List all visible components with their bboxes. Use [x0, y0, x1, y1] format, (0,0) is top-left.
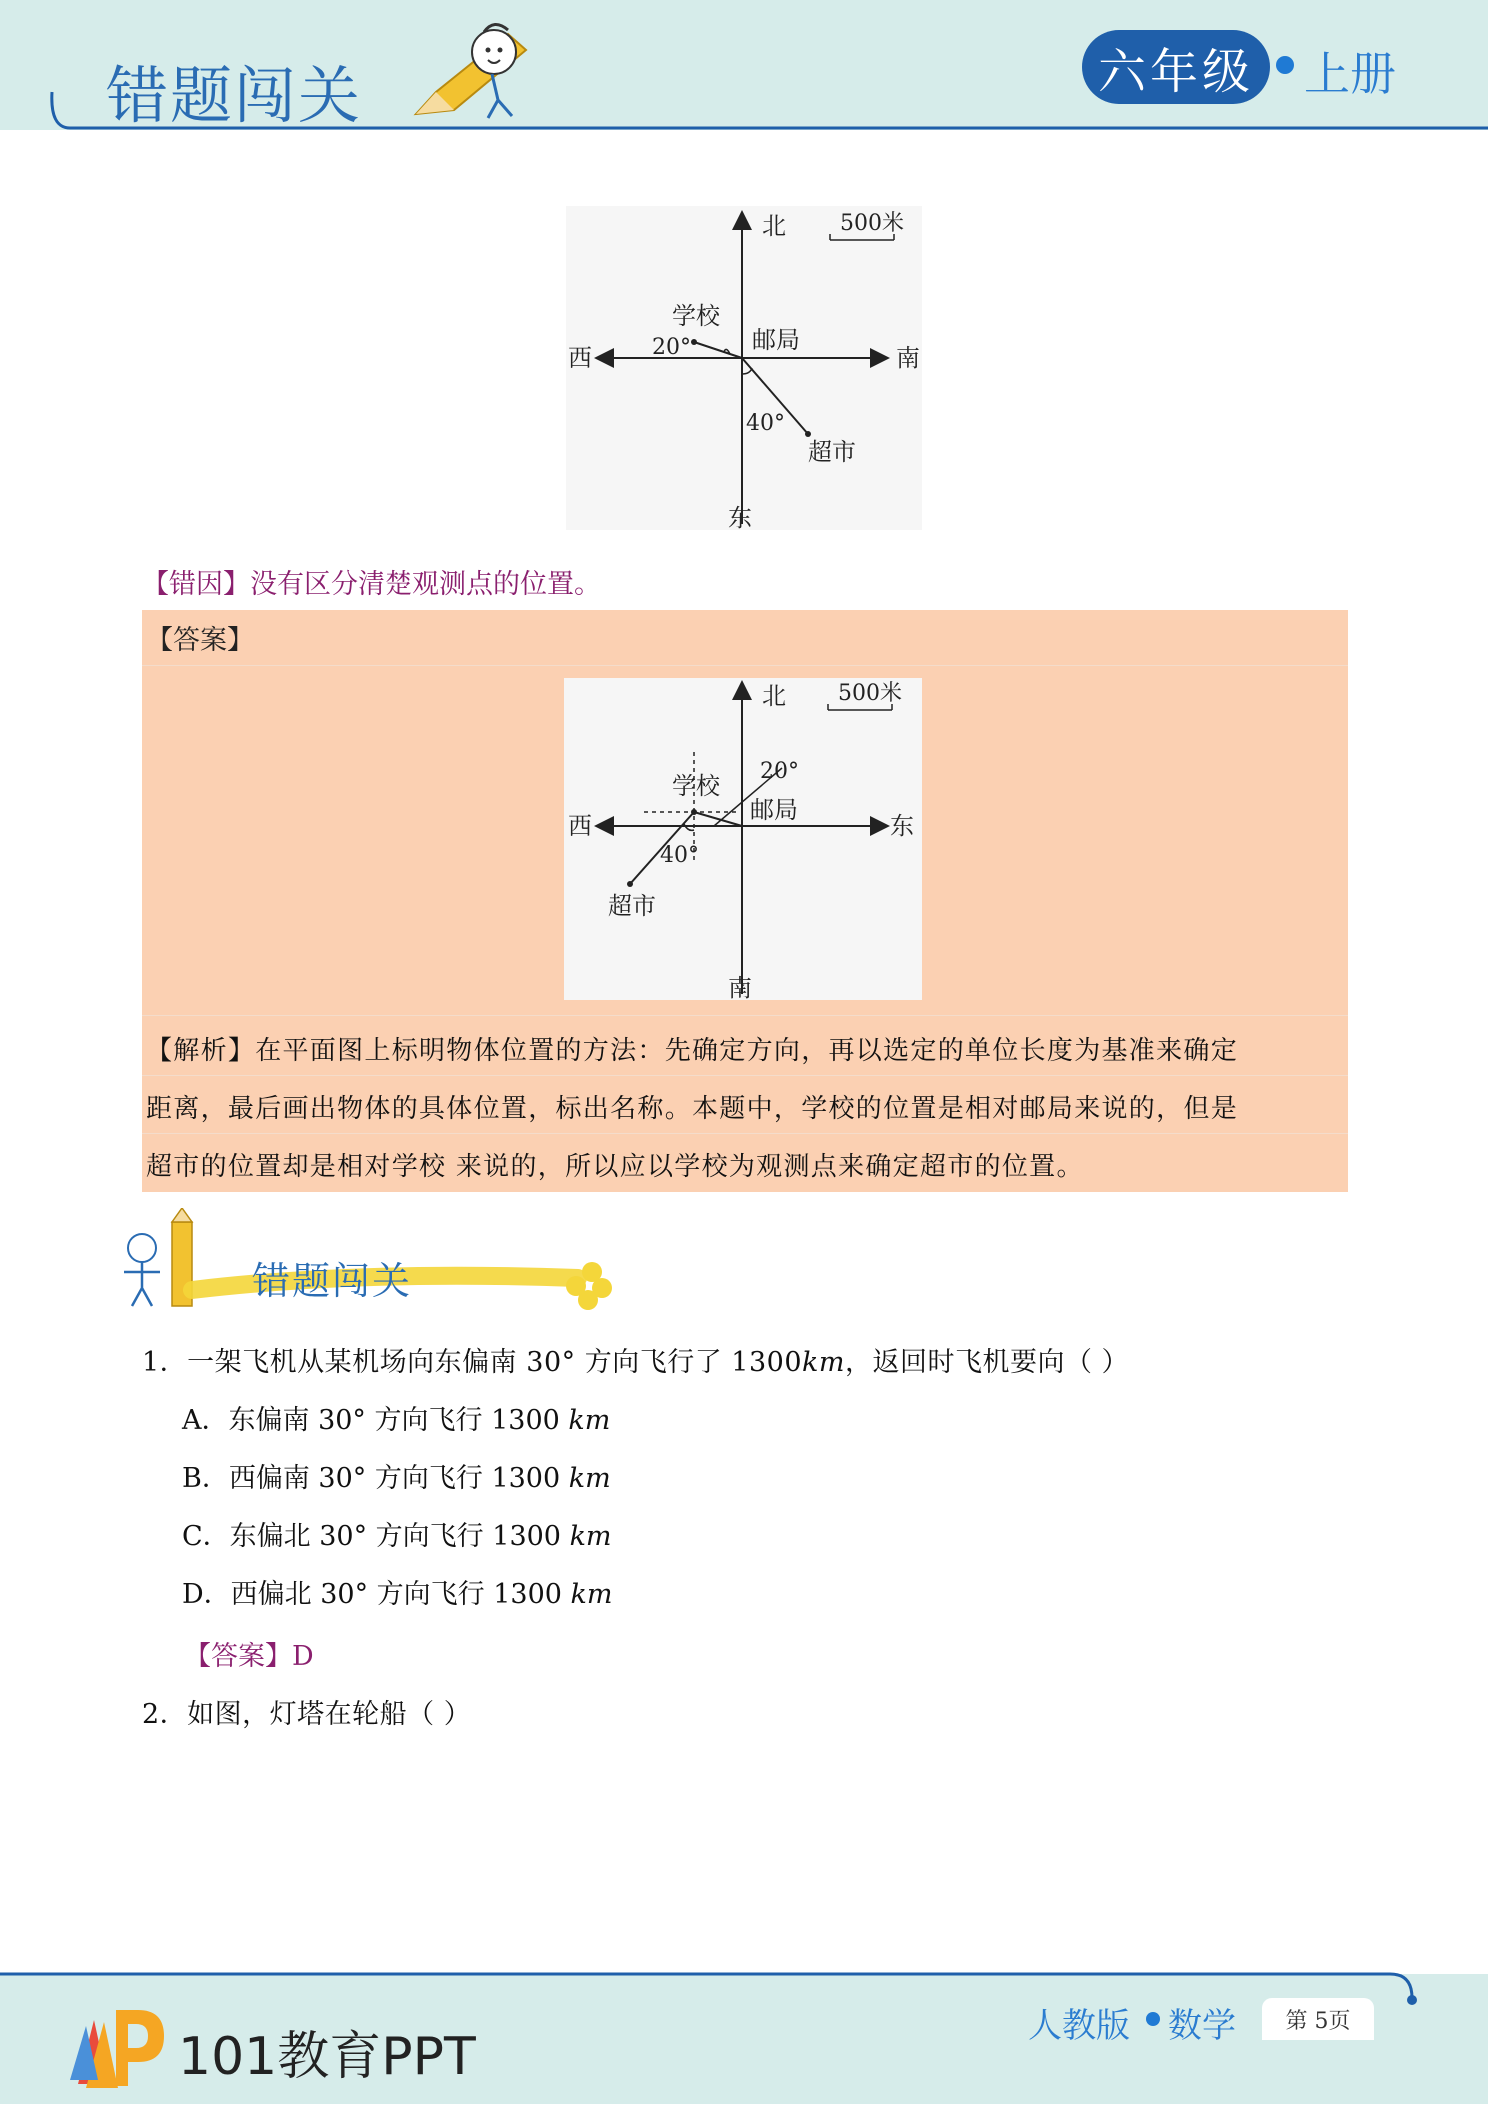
question-2: 2．如图，灯塔在轮船（ ）	[142, 1699, 472, 1730]
label-school: 学校	[672, 772, 720, 800]
option-b: B．西偏南 30° 方向飞行 1300 km	[182, 1463, 611, 1494]
question-1-stem-a: 1．一架飞机从某机场向东偏南 30° 方向飞行了 1300	[142, 1347, 802, 1378]
label-south: 南	[728, 974, 752, 1000]
label-west: 西	[568, 812, 592, 840]
scale-label: 500米	[840, 211, 904, 236]
label-south-bottom: 东	[728, 504, 752, 530]
label-east: 东	[890, 812, 914, 840]
section-title: 错题闯关	[252, 1259, 413, 1303]
grade-badge: 六年级	[1082, 30, 1270, 104]
question-1	[142, 1340, 1129, 1379]
header-dot	[1276, 56, 1294, 74]
label-post-office: 邮局	[750, 796, 798, 824]
error-reason: 【错因】没有区分清楚观测点的位置。	[142, 569, 601, 600]
subject-label: 数学	[1168, 2006, 1236, 2046]
analysis-line-3: 超市的位置却是相对学校 来说的，所以应以学校为观测点来确定超市的位置。	[146, 1152, 1084, 1182]
analysis-divider-2	[142, 1075, 1348, 1076]
footer-logo-text: 101教育PPT	[178, 2027, 476, 2087]
option-d: D．西偏北 30° 方向飞行 1300 km	[182, 1579, 613, 1610]
question-1-stem-b: ，返回时飞机要向（ ）	[844, 1347, 1130, 1378]
analysis-line-2: 距离，最后画出物体的具体位置，标出名称。本题中，学校的位置是相对邮局来说的，但是	[146, 1094, 1239, 1124]
page-number: 第 5页	[1262, 1998, 1374, 2040]
label-north: 北	[762, 212, 786, 240]
label-west: 西	[568, 344, 592, 372]
correct-answer-diagram	[564, 678, 922, 1000]
logo-icon	[64, 2000, 168, 2094]
label-angle-20: 20°	[652, 335, 691, 360]
school-line	[694, 812, 742, 826]
question-1-unit: km	[802, 1347, 845, 1378]
option-c: C．东偏北 30° 方向飞行 1300 km	[182, 1521, 612, 1552]
label-post-office: 邮局	[752, 326, 800, 354]
answer-label: 【答案】	[146, 625, 254, 656]
answer-divider	[142, 665, 1348, 666]
label-supermarket: 超市	[608, 892, 656, 920]
header-title: 错题闯关	[106, 59, 363, 132]
volume-label: 上册	[1304, 47, 1396, 101]
label-school: 学校	[672, 302, 720, 330]
analysis-divider	[142, 1015, 1348, 1016]
analysis-divider-3	[142, 1133, 1348, 1134]
label-north: 北	[762, 682, 786, 710]
label-angle-20: 20°	[760, 759, 799, 784]
label-angle-40: 40°	[660, 843, 699, 868]
label-angle-40: 40°	[746, 411, 785, 436]
pencil-mascot-icon	[408, 14, 548, 124]
school-line	[694, 342, 742, 358]
label-supermarket: 超市	[808, 438, 856, 466]
footer-dot	[1146, 2012, 1160, 2026]
wrong-answer-diagram	[566, 206, 922, 530]
analysis-line-1: 【解析】在平面图上标明物体位置的方法：先确定方向，再以选定的单位长度为基准来确定	[146, 1036, 1239, 1066]
question-1-answer: 【答案】D	[184, 1641, 314, 1672]
scale-label: 500米	[838, 681, 902, 706]
edition-label: 人教版	[1028, 2006, 1130, 2046]
option-a: A．东偏南 30° 方向飞行 1300 km	[182, 1405, 611, 1436]
label-south-right: 南	[896, 344, 920, 372]
